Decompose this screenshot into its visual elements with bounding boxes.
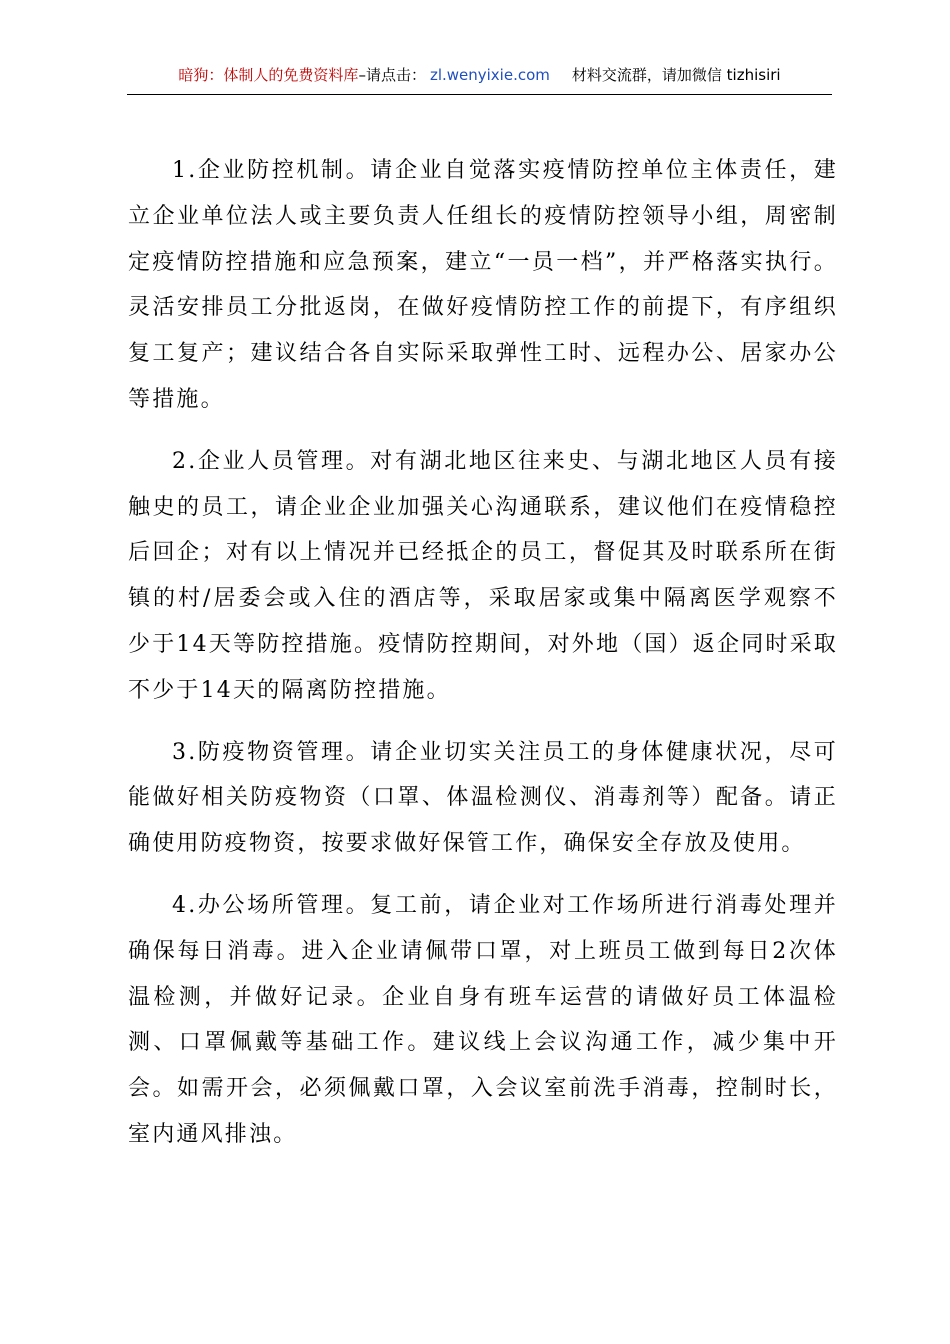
paragraph-prevention-mechanism: 1.企业防控机制。请企业自觉落实疫情防控单位主体责任，建立企业单位法人或主要负责人任组长的疫情防控领导小组，周密制定疫情防控措施和应急预案，建立“一员一档”，并严格落实执行。灵活安排员工分批返岗，在做好疫情防控工作的前提下，有序组织复工复产；建议结合各自实际采取弹性工时、远程办公、居家办公等措施。	[128, 158, 838, 412]
paragraph-supplies-management: 3.防疫物资管理。请企业切实关注员工的身体健康状况，尽可能做好相关防疫物资（口罩、体温检测仪、消毒剂等）配备。请正确使用防疫物资，按要求做好保管工作，确保安全存放及使用。	[128, 739, 838, 857]
header-brand: 暗狗：体制人的免费资料库	[178, 66, 359, 84]
document-body	[128, 148, 838, 1174]
paragraph-personnel-management: 2.企业人员管理。对有湖北地区往来史、与湖北地区人员有接触史的员工，请企业企业加强关心沟通联系，建议他们在疫情稳控后回企；对有以上情况并已经抵企的员工，督促其及时联系所在街镇的村/居委会或入住的酒店等，采取居家或集中隔离医学观察不少于14天等防控措施。疫情防控期间，对外地（国）返企同时采取不少于14天的隔离防控措施。	[128, 448, 838, 703]
header-contact: 材料交流群，请加微信 tizhisiri	[571, 66, 781, 84]
header-link[interactable]: zl.wenyixie.com	[429, 66, 550, 84]
paragraph-office-management: 4.办公场所管理。复工前，请企业对工作场所进行消毒处理并确保每日消毒。进入企业请佩带口罩，对上班员工做到每日2次体温检测，并做好记录。企业自身有班车运营的请做好员工体温检测、口罩佩戴等基础工作。建议线上会议沟通工作，减少集中开会。如需开会，必须佩戴口罩，入会议室前洗手消毒，控制时长，室内通风排浊。	[128, 892, 838, 1147]
page-header	[127, 64, 832, 95]
header-separator: –请点击：	[358, 66, 426, 84]
